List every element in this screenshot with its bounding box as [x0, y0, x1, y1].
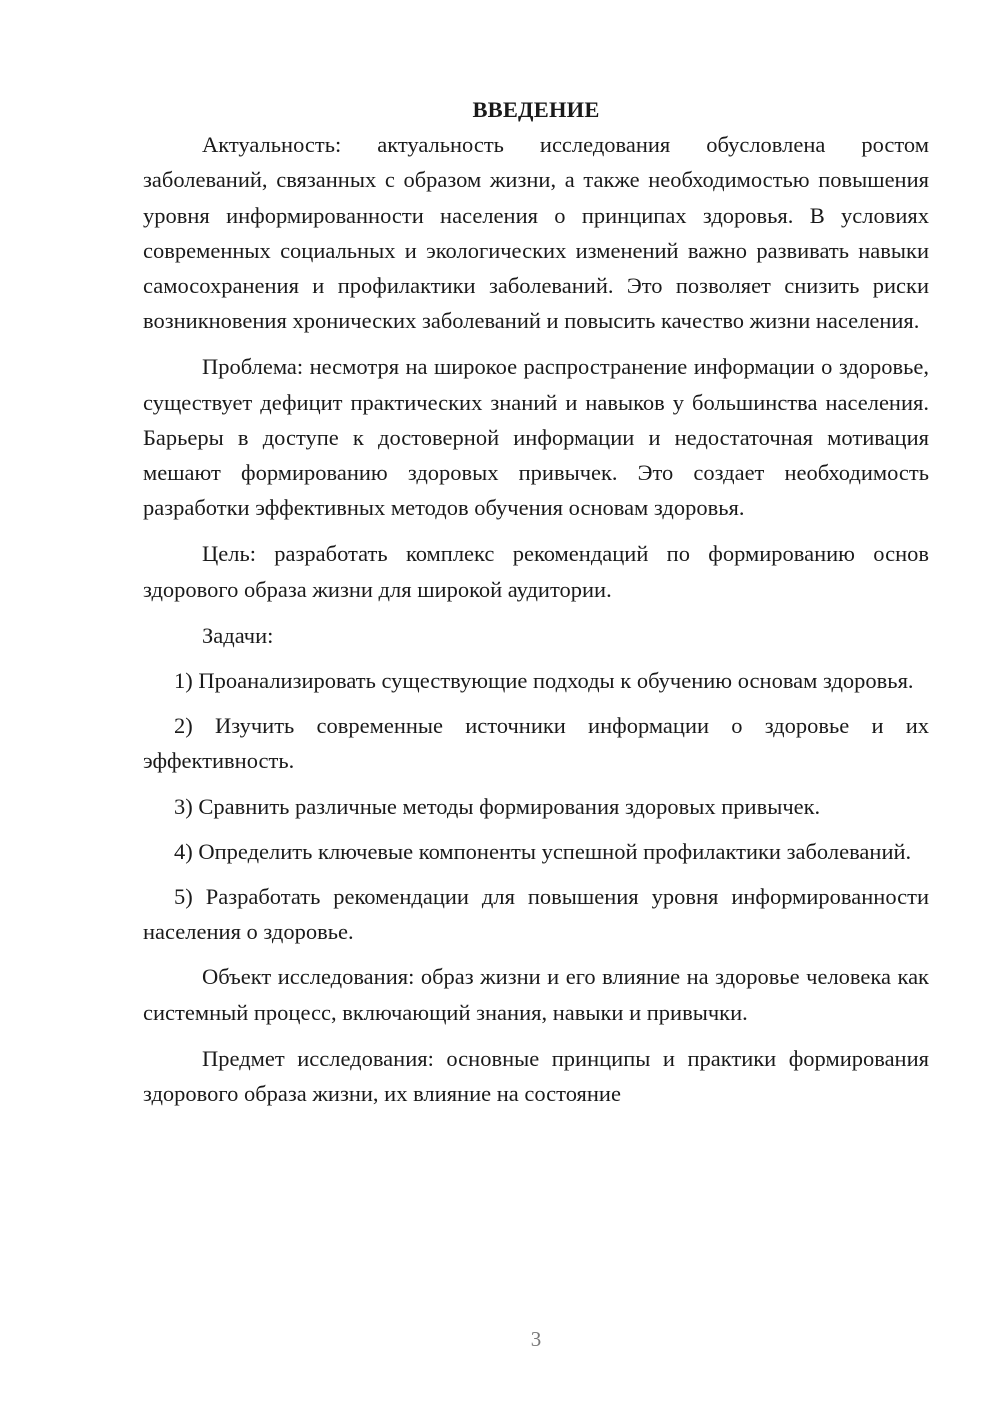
goal-paragraph: Цель: разработать комплекс рекомендаций по формированию основ здорового образа жизни для широкой аудитории.	[143, 541, 929, 602]
task-item-2: 2) Изучить современные источники информации о здоровье и их эффективность.	[143, 713, 929, 774]
tasks-heading: Задачи:	[202, 622, 274, 648]
task-item-3: 3) Сравнить различные методы формирования здоровых привычек.	[174, 793, 821, 819]
relevance-paragraph: Актуальность: актуальность исследования обусловлена ростом заболеваний, связанных с образом жизни, а также необходимостью повышения уровня информированности населения о принципах здоровья. В условиях современных социальных и экологических изменений важно развивать навыки самосохранения и профилактики заболеваний. Это позволяет снизить риски возникновения хронических заболеваний и повысить качество жизни населения.	[143, 132, 929, 334]
page-title: ВВЕДЕНИЕ	[472, 97, 600, 122]
task-item-5: 5) Разработать рекомендации для повышения уровня информированности населения о здоровье.	[143, 884, 929, 945]
page-number: 3	[530, 1327, 542, 1351]
subject-paragraph: Предмет исследования: основные принципы и практики формирования здорового образа жизни, их влияние на состояние	[143, 1045, 929, 1107]
problem-paragraph: Проблема: несмотря на широкое распространение информации о здоровье, существует дефицит практических знаний и навыков у большинства населения. Барьеры в доступе к достоверной информации и недостаточная мотивация мешают формированию здоровых привычек. Это создает необходимость разработки эффективных методов обучения основам здоровья.	[143, 354, 929, 521]
task-item-1: 1) Проанализировать существующие подходы к обучению основам здоровья.	[174, 668, 914, 694]
task-item-4: 4) Определить ключевые компоненты успешной профилактики заболеваний.	[174, 838, 912, 864]
object-paragraph: Объект исследования: образ жизни и его влияние на здоровье человека как системный процесс, включающий знания, навыки и привычки.	[143, 964, 929, 1025]
page-content	[143, 92, 929, 1122]
